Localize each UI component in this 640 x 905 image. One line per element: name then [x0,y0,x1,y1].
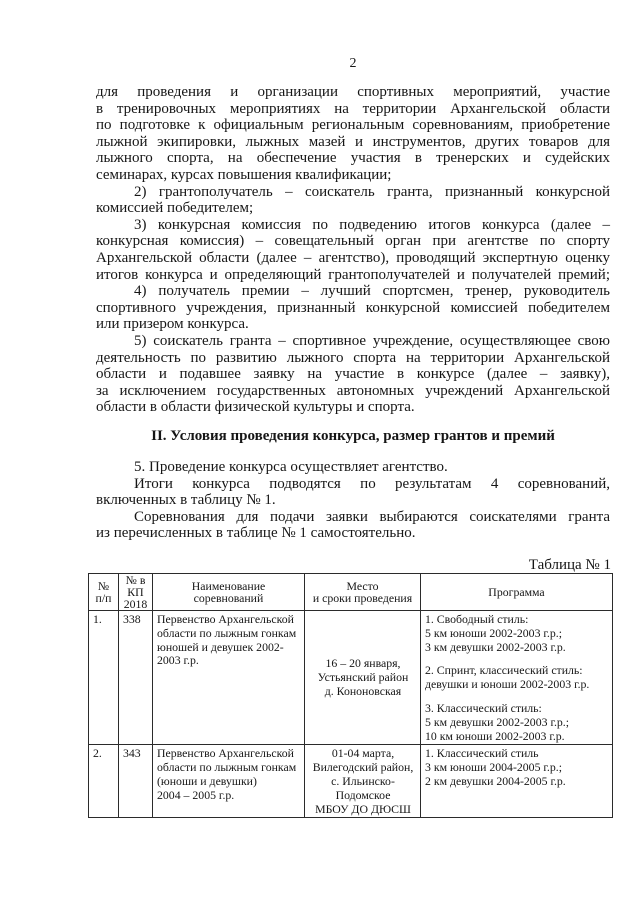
header-line: № [97,579,110,593]
header-line: Программа [488,585,545,599]
place-line: д. Кононовская [324,684,402,699]
table-caption: Таблица № 1 [528,557,611,573]
place-line: 16 – 20 января, [325,656,401,671]
place-dates-cell [305,745,421,818]
text-line: для проведения и организации спортивных мероприятий, участие [96,84,610,100]
text-line: спортивного учреждения, признанный конкурсной комиссией победителем [96,299,610,316]
name-line: (юноши и девушки) [157,773,257,788]
program-line: 2. Спринт, классический стиль: [425,663,583,678]
header-line: и сроки проведения [312,591,413,605]
program-line: 2 км девушки 2004-2005 г.р. [425,773,566,788]
program-group [425,613,609,654]
name-line: 2003 г.р. [157,653,199,668]
text-line: 3) конкурсная комиссия по подведению итогов конкурса (далее – [134,216,610,233]
program-line: 5 км девушки 2002-2003 г.р.; [425,714,570,729]
text-line: по подготовке к официальным региональным соревнованиям, приобретение [96,117,610,134]
text-line: конкурсная комиссия) – совещательный орган при агентстве по спорту [96,233,610,250]
header-line: соревнований [193,591,264,605]
definition-item-2 [96,184,610,217]
text-line: или призером конкурса. [96,316,249,333]
program-group [425,702,609,743]
definition-item-3 [96,217,610,283]
name-line: 2004 – 2005 г.р. [157,787,235,802]
column-header-kp-number [119,574,153,611]
section-text [96,459,610,542]
program-line: 3. Классический стиль: [425,700,542,715]
definition-item-5 [96,333,610,416]
program-line: 1. Классический стиль [425,746,539,761]
program-line: 3 км юноши 2004-2005 г.р.; [425,760,563,775]
clause-5 [96,459,610,476]
program-group [425,664,609,692]
text-line: 2) грантополучатель – соискатель гранта, признанный конкурсной [134,183,610,200]
text-line: Архангельской области (далее – агентство), проводящий экспертную оценку [96,249,610,266]
table-row [89,611,613,745]
results-paragraph [96,476,610,509]
kp-number: 338 [123,612,141,626]
table-header-row [89,574,613,611]
competitions-table [88,573,613,818]
header-line: Наименование [191,579,266,593]
header-line: п/п [95,591,112,605]
program-line: 10 км юноши 2002-2003 г.р. [425,728,565,743]
place-line: Вилегодский район, [312,760,414,775]
program-cell [421,745,613,818]
text-line: области в области физической культуры и спорта. [96,399,415,416]
place-line: МБОУ ДО ДЮСШ [315,801,411,816]
place-line: Устьянский район [317,670,409,685]
text-line: 5. Проведение конкурса осуществляет агентство. [134,459,448,475]
program-line: 3 км девушки 2002-2003 г.р. [425,639,566,654]
kp-number-cell [119,745,153,818]
text-line: 4) получатель премии – лучший спортсмен, тренер, руководитель [134,283,610,300]
text-line: лыжного спорта, на обеспечение участия в тренерских и судейских [96,150,610,167]
text-line: семинарах, курсах повышения квалификации; [96,166,392,183]
program-group [425,747,609,788]
name-line: области по лыжным гонкам [157,760,297,775]
paragraph-continuation [96,84,610,184]
selection-paragraph [96,509,610,542]
kp-number: 343 [123,746,141,761]
body-text [96,84,610,416]
place-line: Подомское [335,787,391,802]
place-line: 01-04 марта, [331,746,395,761]
row-number-cell [89,745,119,818]
program-line: 1. Свободный стиль: [425,612,529,626]
competition-name-cell [153,611,305,745]
text-line: итогов конкурса и определяющий грантополучателей и получателей премий; [96,266,610,283]
table-row [89,745,613,818]
place-line: с. Ильинско- [331,773,395,788]
name-line: Первенство Архангельской [157,746,294,761]
text-line: включенных в таблицу № 1. [96,492,276,509]
program-line: девушки и юноши 2002-2003 г.р. [425,677,590,692]
place-dates-cell [305,611,421,745]
row-number: 2. [93,746,102,761]
header-line: Место [346,579,379,593]
text-line: 5) соискатель гранта – спортивное учреждение, осуществляющее свою [134,332,610,349]
program-line: 5 км юноши 2002-2003 г.р.; [425,625,563,640]
name-line: юношей и девушек 2002- [157,639,284,654]
text-line: деятельность по развитию лыжного спорта на территории Архангельской [96,349,610,366]
competition-name-cell [153,745,305,818]
text-line: за исключением государственных автономных учреждений Архангельской [96,382,610,399]
section-heading: II. Условия проведения конкурса, размер грантов и премий [151,428,555,444]
column-header-place [305,574,421,611]
text-line: из перечисленных в таблице № 1 самостоятельно. [96,525,416,542]
definition-item-4 [96,283,610,333]
kp-number-cell [119,611,153,745]
column-header-program [421,574,613,611]
header-line: № в [125,573,146,587]
text-line: Итоги конкурса подводятся по результатам 4 соревнований, [134,475,610,492]
text-line: в тренировочных мероприятиях на территории Архангельской области [96,100,610,117]
name-line: Первенство Архангельской [157,612,294,626]
column-header-name [153,574,305,611]
text-line: Соревнования для подачи заявки выбираются соискателями гранта [134,508,610,525]
header-line: 2018 [123,597,148,611]
column-header-number [89,574,119,611]
row-number-cell [89,611,119,745]
text-line: комиссией победителем; [96,200,254,217]
text-line: лыжной экипировки, лыжных мазей и инструментов, других товаров для [96,133,610,150]
text-line: области и подавшее заявку на участие в конкурсе (далее – заявку), [96,366,610,383]
program-cell [421,611,613,745]
name-line: области по лыжным гонкам [157,625,297,640]
row-number: 1. [93,612,102,626]
header-line: КП [127,585,144,599]
page-number: 2 [349,56,357,71]
